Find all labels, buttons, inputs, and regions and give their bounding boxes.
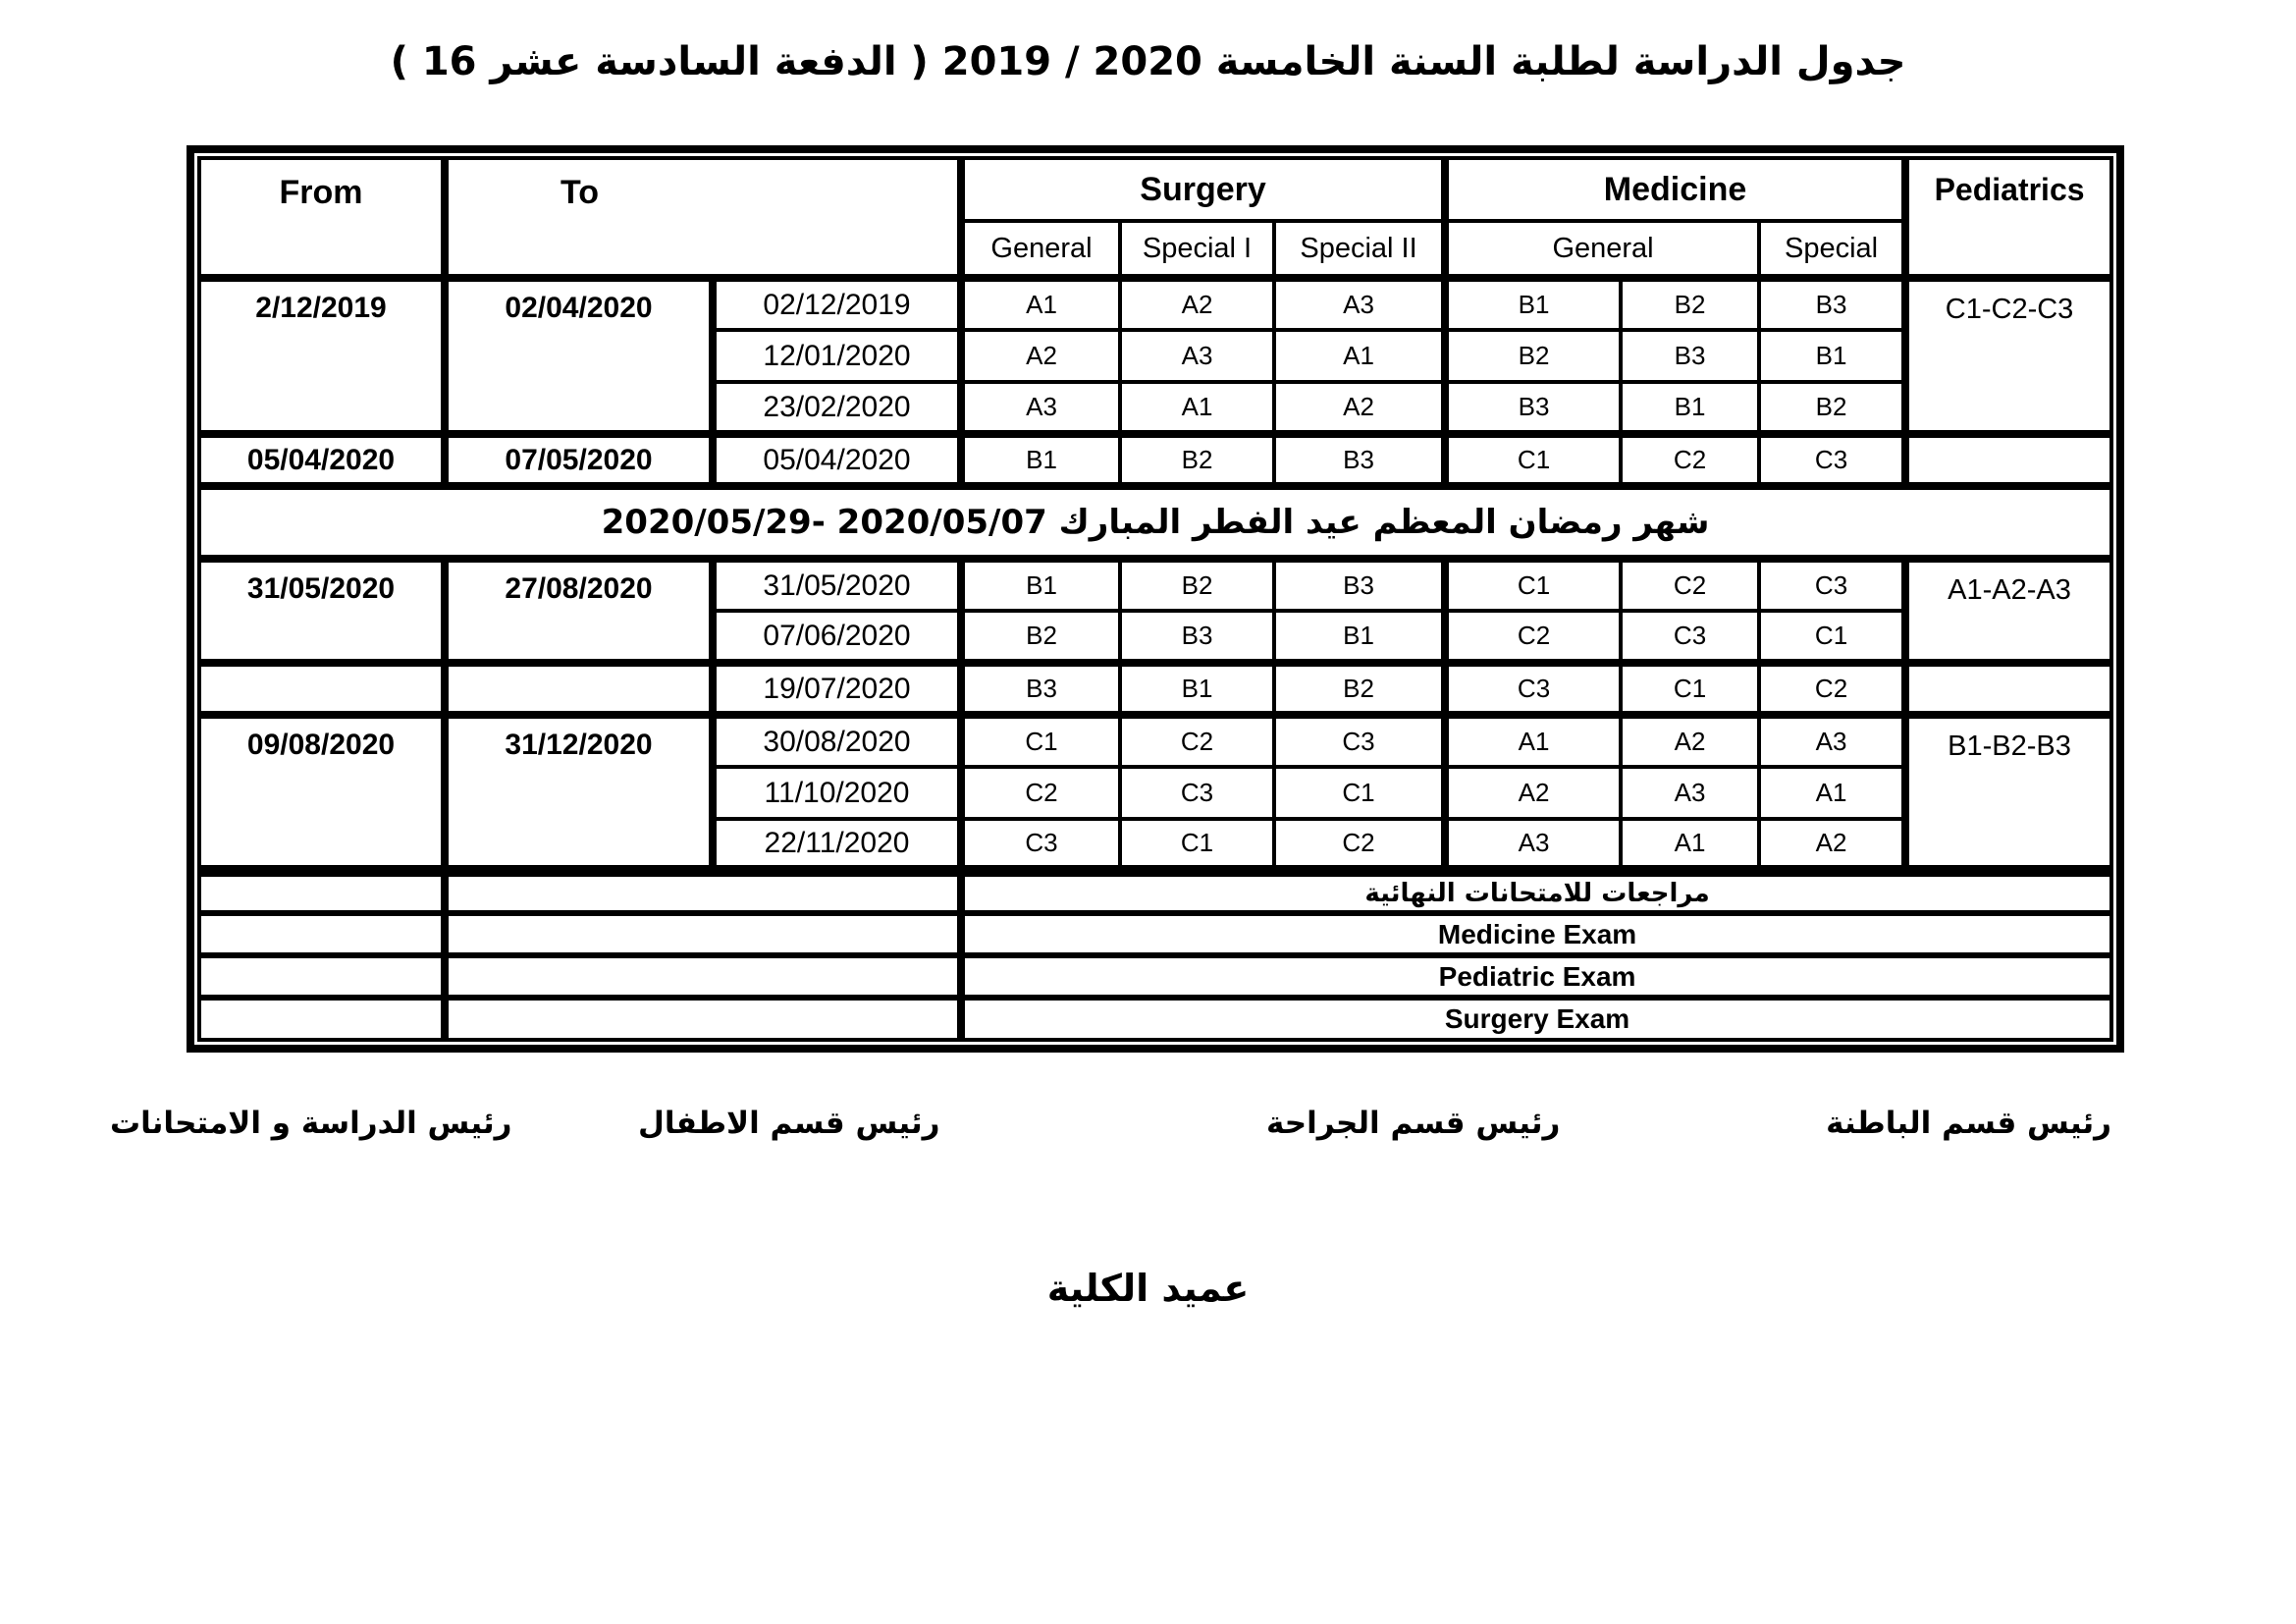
surgery-special1-cell: B2 — [1120, 559, 1274, 611]
exam-label-pediatric: Pediatric Exam — [961, 955, 2111, 998]
header-surgery-special1: Special I — [1120, 221, 1274, 278]
medicine-special-cell: C3 — [1759, 559, 1905, 611]
empty-cell — [445, 955, 961, 998]
from-cell: 05/04/2020 — [199, 434, 445, 486]
table-row — [199, 278, 2111, 330]
surgery-special1-cell: A1 — [1120, 382, 1274, 434]
empty-cell — [445, 998, 961, 1040]
surgery-special1-cell: B3 — [1120, 611, 1274, 663]
medicine-cell: B2 — [1445, 330, 1621, 382]
surgery-general-cell: C1 — [961, 715, 1120, 767]
medicine-cell: B1 — [1621, 382, 1759, 434]
date-cell: 23/02/2020 — [713, 382, 961, 434]
surgery-special1-cell: C3 — [1120, 767, 1274, 819]
medicine-cell: A2 — [1621, 715, 1759, 767]
header-surgery: Surgery — [961, 158, 1445, 221]
exam-label-surgery: Surgery Exam — [961, 998, 2111, 1040]
signature-pediatrics-head: رئيس قسم الاطفال — [638, 1106, 940, 1141]
medicine-cell: C1 — [1621, 663, 1759, 715]
surgery-special2-cell: A3 — [1274, 278, 1445, 330]
medicine-special-cell: C2 — [1759, 663, 1905, 715]
dean-signature: عميد الكلية — [1046, 1267, 1250, 1310]
surgery-special1-cell: A2 — [1120, 278, 1274, 330]
surgery-general-cell: C3 — [961, 819, 1120, 871]
from-cell: 09/08/2020 — [199, 715, 445, 871]
header-row-groups — [199, 158, 2111, 221]
medicine-cell: A2 — [1445, 767, 1621, 819]
exam-row — [199, 998, 2111, 1040]
medicine-cell: A1 — [1445, 715, 1621, 767]
to-cell: 31/12/2020 — [445, 715, 713, 871]
medicine-special-cell: A3 — [1759, 715, 1905, 767]
page-title: جدول الدراسة لطلبة السنة الخامسة 2020 / 2019 ( الدفعة السادسة عشر 16 ) — [390, 39, 1906, 84]
header-surgery-general: General — [961, 221, 1120, 278]
table-row — [199, 715, 2111, 767]
pediatrics-cell — [1905, 663, 2111, 715]
surgery-special2-cell: B3 — [1274, 559, 1445, 611]
date-cell: 12/01/2020 — [713, 330, 961, 382]
to-cell — [445, 663, 713, 715]
empty-cell — [445, 871, 961, 913]
schedule-table-frame — [187, 145, 2124, 1053]
pediatrics-cell: A1-A2-A3 — [1905, 559, 2111, 663]
header-medicine-special: Special — [1759, 221, 1905, 278]
table-row — [199, 434, 2111, 486]
to-cell: 02/04/2020 — [445, 278, 713, 434]
table-row — [199, 559, 2111, 611]
surgery-special1-cell: B1 — [1120, 663, 1274, 715]
surgery-general-cell: B2 — [961, 611, 1120, 663]
medicine-cell: C2 — [1621, 559, 1759, 611]
surgery-general-cell: B3 — [961, 663, 1120, 715]
medicine-cell: C1 — [1445, 559, 1621, 611]
medicine-cell: C3 — [1445, 663, 1621, 715]
empty-cell — [445, 913, 961, 955]
date-cell: 02/12/2019 — [713, 278, 961, 330]
exam-row — [199, 955, 2111, 998]
header-from: From — [199, 158, 445, 278]
empty-cell — [199, 913, 445, 955]
exam-label-medicine: Medicine Exam — [961, 913, 2111, 955]
date-cell: 22/11/2020 — [713, 819, 961, 871]
surgery-special2-cell: B3 — [1274, 434, 1445, 486]
surgery-general-cell: B1 — [961, 434, 1120, 486]
empty-cell — [199, 871, 445, 913]
header-surgery-special2: Special II — [1274, 221, 1445, 278]
medicine-cell: C2 — [1621, 434, 1759, 486]
empty-cell — [199, 955, 445, 998]
signature-study-exams-head: رئيس الدراسة و الامتحانات — [110, 1106, 512, 1141]
medicine-cell: A3 — [1621, 767, 1759, 819]
surgery-general-cell: A1 — [961, 278, 1120, 330]
to-cell: 27/08/2020 — [445, 559, 713, 663]
header-medicine-general: General — [1445, 221, 1759, 278]
medicine-cell: B1 — [1445, 278, 1621, 330]
signature-surgery-head: رئيس قسم الجراحة — [1266, 1106, 1561, 1141]
pediatrics-cell: C1-C2-C3 — [1905, 278, 2111, 434]
surgery-special1-cell: A3 — [1120, 330, 1274, 382]
ramadan-banner: شهر رمضان المعظم عيد الفطر المبارك 2020/05/07 -2020/05/29 — [199, 486, 2111, 559]
medicine-special-cell: C1 — [1759, 611, 1905, 663]
medicine-special-cell: A1 — [1759, 767, 1905, 819]
date-cell: 07/06/2020 — [713, 611, 961, 663]
header-to: To — [445, 158, 961, 278]
surgery-special2-cell: C3 — [1274, 715, 1445, 767]
medicine-cell: C1 — [1445, 434, 1621, 486]
exam-row — [199, 871, 2111, 913]
surgery-general-cell: B1 — [961, 559, 1120, 611]
empty-cell — [199, 998, 445, 1040]
medicine-cell: C2 — [1445, 611, 1621, 663]
surgery-general-cell: A2 — [961, 330, 1120, 382]
table-row — [199, 663, 2111, 715]
medicine-special-cell: B1 — [1759, 330, 1905, 382]
date-cell: 30/08/2020 — [713, 715, 961, 767]
signatures-row — [0, 1106, 2296, 1155]
surgery-special1-cell: C1 — [1120, 819, 1274, 871]
medicine-special-cell: A2 — [1759, 819, 1905, 871]
surgery-special2-cell: B1 — [1274, 611, 1445, 663]
surgery-special2-cell: A1 — [1274, 330, 1445, 382]
surgery-special2-cell: C1 — [1274, 767, 1445, 819]
medicine-cell: A1 — [1621, 819, 1759, 871]
surgery-special1-cell: B2 — [1120, 434, 1274, 486]
medicine-cell: C3 — [1621, 611, 1759, 663]
date-cell: 05/04/2020 — [713, 434, 961, 486]
pediatrics-cell: B1-B2-B3 — [1905, 715, 2111, 871]
surgery-general-cell: A3 — [961, 382, 1120, 434]
surgery-special1-cell: C2 — [1120, 715, 1274, 767]
exam-label-review: مراجعات للامتحانات النهائية — [961, 871, 2111, 913]
to-cell: 07/05/2020 — [445, 434, 713, 486]
medicine-cell: A3 — [1445, 819, 1621, 871]
exam-row — [199, 913, 2111, 955]
date-cell: 31/05/2020 — [713, 559, 961, 611]
from-cell: 31/05/2020 — [199, 559, 445, 663]
date-cell: 19/07/2020 — [713, 663, 961, 715]
from-cell — [199, 663, 445, 715]
date-cell: 11/10/2020 — [713, 767, 961, 819]
medicine-special-cell: B2 — [1759, 382, 1905, 434]
medicine-special-cell: C3 — [1759, 434, 1905, 486]
schedule-table — [197, 156, 2113, 1042]
surgery-general-cell: C2 — [961, 767, 1120, 819]
header-medicine: Medicine — [1445, 158, 1905, 221]
header-pediatrics: Pediatrics — [1905, 158, 2111, 278]
medicine-cell: B3 — [1445, 382, 1621, 434]
medicine-cell: B3 — [1621, 330, 1759, 382]
surgery-special2-cell: C2 — [1274, 819, 1445, 871]
surgery-special2-cell: A2 — [1274, 382, 1445, 434]
medicine-cell: B2 — [1621, 278, 1759, 330]
surgery-special2-cell: B2 — [1274, 663, 1445, 715]
pediatrics-cell — [1905, 434, 2111, 486]
ramadan-row — [199, 486, 2111, 559]
medicine-special-cell: B3 — [1759, 278, 1905, 330]
signature-medicine-head: رئيس قسم الباطنة — [1826, 1106, 2111, 1141]
from-cell: 2/12/2019 — [199, 278, 445, 434]
